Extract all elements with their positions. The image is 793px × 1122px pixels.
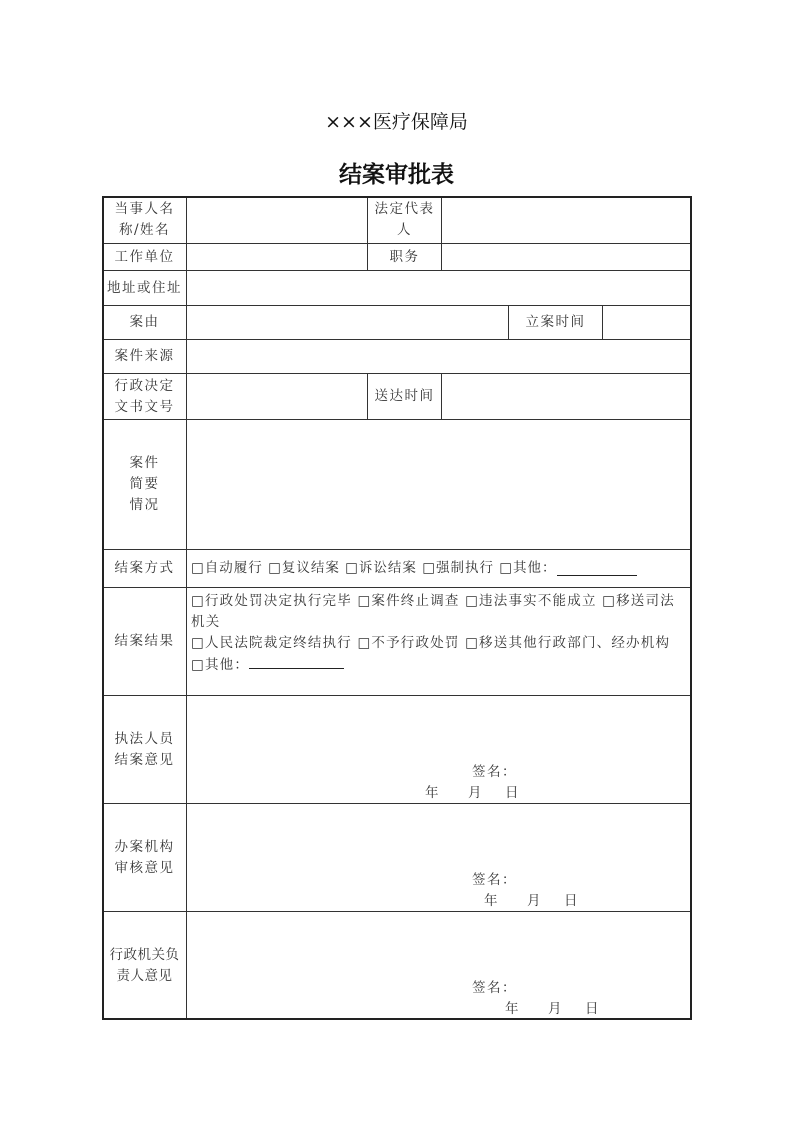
closing-method-option[interactable]: □自动履行 <box>191 560 263 576</box>
party-name-field[interactable] <box>186 196 368 244</box>
closing-method-option[interactable]: □复议结案 <box>268 560 340 576</box>
closing-result-line[interactable]: □人民法院裁定终结执行 □不予行政处罚 □移送其他行政部门、经办机构 <box>191 635 671 651</box>
legal-rep-label: 法定代表人 <box>367 196 442 244</box>
head-opinion-label: 行政机关负责人意见 <box>102 911 187 1020</box>
date-line: 年 月 日 <box>425 785 520 801</box>
closing-result-line[interactable]: □行政处罚决定执行完毕 □案件终止调查 □违法事实不能成立 □移送司法机关 <box>191 593 675 630</box>
signature-label: 签名： <box>472 980 517 996</box>
closing-method-label: 结案方式 <box>102 549 187 588</box>
filing-time-label: 立案时间 <box>508 305 603 340</box>
case-cause-field[interactable] <box>186 305 509 340</box>
address-label: 地址或住址 <box>102 270 187 306</box>
department-opinion-label: 办案机构审核意见 <box>102 803 187 912</box>
position-label: 职务 <box>367 243 442 271</box>
officer-opinion-label: 执法人员结案意见 <box>102 695 187 804</box>
case-source-label: 案件来源 <box>102 339 187 374</box>
summary-label: 案件简要情况 <box>102 419 187 550</box>
other-method-blank[interactable] <box>557 561 637 576</box>
closing-result-other[interactable]: □其他： <box>191 654 344 676</box>
date-line: 年 月 日 <box>505 1001 600 1017</box>
signature-label: 签名： <box>472 872 517 888</box>
work-unit-label: 工作单位 <box>102 243 187 271</box>
position-field[interactable] <box>441 243 692 271</box>
summary-field[interactable] <box>186 419 692 550</box>
legal-rep-field[interactable] <box>441 196 692 244</box>
decision-no-field[interactable] <box>186 373 368 420</box>
head-opinion-field[interactable] <box>186 911 692 1020</box>
closing-result-options <box>186 587 692 696</box>
other-result-blank[interactable] <box>249 654 344 669</box>
party-name-label: 当事人名称/姓名 <box>102 196 187 244</box>
closing-method-option[interactable]: □其他： <box>499 560 557 576</box>
delivery-time-field[interactable] <box>441 373 692 420</box>
case-cause-label: 案由 <box>102 305 187 340</box>
case-source-field[interactable] <box>186 339 692 374</box>
filing-time-field[interactable] <box>602 305 692 340</box>
date-line: 年 月 日 <box>484 893 579 909</box>
form-title: 结案审批表 <box>339 162 454 188</box>
closing-method-option[interactable]: □强制执行 <box>422 560 494 576</box>
work-unit-field[interactable] <box>186 243 368 271</box>
decision-no-label: 行政决定文书文号 <box>102 373 187 420</box>
organization-name: ×××医疗保障局 <box>325 111 468 133</box>
department-opinion-field[interactable] <box>186 803 692 912</box>
address-field[interactable] <box>186 270 692 306</box>
delivery-time-label: 送达时间 <box>367 373 442 420</box>
closing-result-label: 结案结果 <box>102 587 187 696</box>
closing-method-options <box>186 549 692 588</box>
closing-method-option[interactable]: □诉讼结案 <box>345 560 417 576</box>
signature-label: 签名： <box>472 764 517 780</box>
